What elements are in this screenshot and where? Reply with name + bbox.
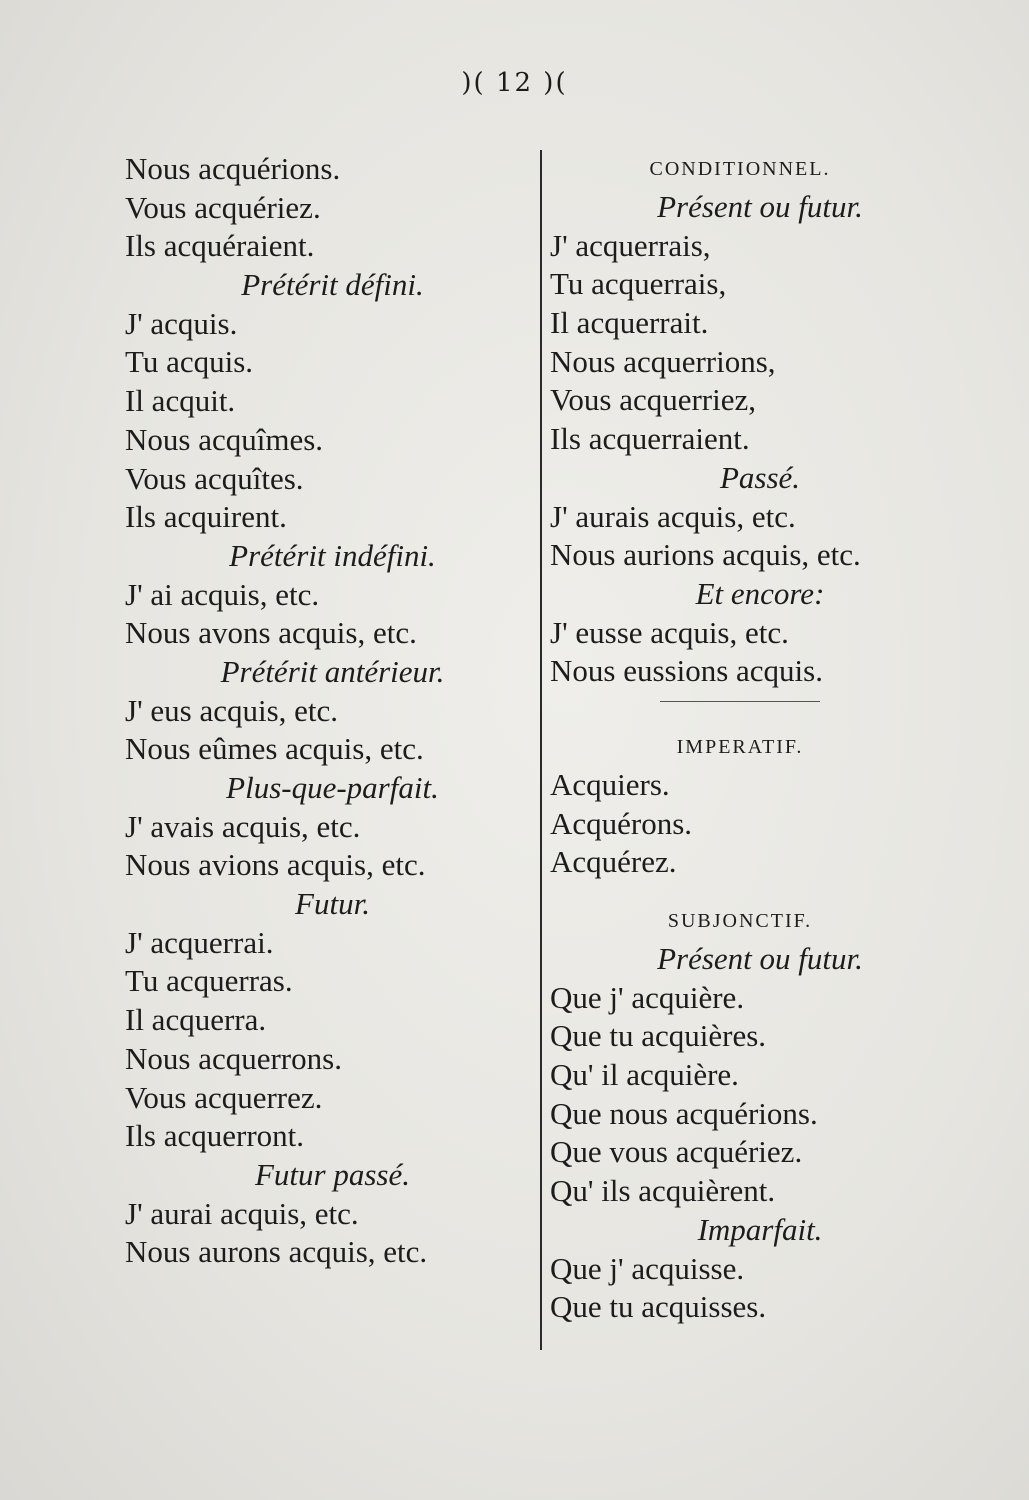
tense-heading: Prétérit indéfini. [229,537,436,573]
conjugation-line: Nous aurions acquis, etc. [550,537,861,573]
page-number: )( 12 )( [461,68,568,98]
conjugation-line: Ils acquerront. [125,1118,305,1154]
section-gap [550,882,930,902]
conjugation-line: Que vous acquériez. [550,1134,803,1170]
conjugation-line: Vous acquerriez, [550,382,757,418]
conjugation-line: Nous acquerrions, [550,343,776,379]
conjugation-line: Il acquerra. [125,1002,267,1038]
left-column [125,150,520,1272]
tense-heading: Présent ou futur. [657,189,863,224]
conjugation-line: J' acquerrais, [550,227,711,263]
tense-heading: Plus-que-parfait. [226,770,439,805]
conjugation-line: Qu' ils acquièrent. [550,1173,776,1209]
conjugation-line: Que j' acquière. [550,979,745,1015]
conjugation-line: Ils acquirent. [125,499,287,535]
conjugation-line: Que tu acquières. [550,1018,767,1054]
mood-heading: IMPERATIF. [676,735,804,758]
tense-heading: Présent ou futur. [657,941,863,976]
conjugation-line: Nous acquerrons. [125,1040,342,1076]
conjugation-line: Vous acquerrez. [125,1079,323,1115]
conjugation-line: Vous acquériez. [125,189,321,225]
tense-heading: Et encore: [695,575,825,611]
conjugation-line: Que tu acquisses. [550,1289,767,1325]
conjugation-line: Il acquit. [125,383,236,419]
tense-heading: Futur passé. [255,1156,410,1192]
conjugation-line: Nous avons acquis, etc. [125,615,417,651]
tense-heading: Futur. [295,886,370,922]
conjugation-line: Que nous acquérions. [550,1095,818,1131]
tense-heading: Imparfait. [697,1211,823,1247]
mood-heading: CONDITIONNEL. [649,158,831,180]
conjugation-line: Nous avions acquis, etc. [125,847,426,883]
conjugation-line: Qu' il acquière. [550,1057,739,1093]
column-divider [540,150,542,1350]
conjugation-line: Nous eûmes acquis, etc. [125,731,424,767]
conjugation-line: Tu acquerras. [125,963,293,999]
conjugation-line: Nous eussions acquis. [550,653,823,689]
tense-heading: Prétérit antérieur. [220,653,445,689]
mood-heading: SUBJONCTIF. [667,910,813,932]
section-rule [660,701,820,702]
conjugation-line: Vous acquîtes. [125,460,304,496]
conjugation-line: Tu acquerrais, [550,266,727,302]
conjugation-line: J' aurais acquis, etc. [550,498,796,534]
conjugation-line: J' aurai acquis, etc. [125,1195,359,1231]
conjugation-line: Acquiers. [550,766,670,802]
right-column [550,150,930,1327]
conjugation-line: Nous acquérions. [125,151,341,186]
conjugation-line: Il acquerrait. [550,305,709,341]
conjugation-line: Ils acquerraient. [550,421,750,457]
tense-heading: Passé. [719,459,801,495]
conjugation-line: Tu acquis. [125,344,254,380]
conjugation-line: Acquérons. [550,805,693,841]
conjugation-line: Que j' acquisse. [550,1250,745,1286]
conjugation-line: Acquérez. [550,844,677,880]
conjugation-line: Ils acquéraient. [125,228,315,264]
conjugation-line: Nous acquîmes. [125,421,324,457]
tense-heading: Prétérit défini. [241,267,424,303]
conjugation-line: J' eus acquis, etc. [125,692,339,728]
conjugation-line: J' ai acquis, etc. [125,576,320,612]
conjugation-line: J' avais acquis, etc. [125,808,361,844]
conjugation-line: J' eusse acquis, etc. [550,614,789,650]
conjugation-line: J' acquis. [125,305,238,341]
conjugation-line: J' acquerrai. [125,924,274,960]
conjugation-line: Nous aurons acquis, etc. [125,1234,428,1270]
